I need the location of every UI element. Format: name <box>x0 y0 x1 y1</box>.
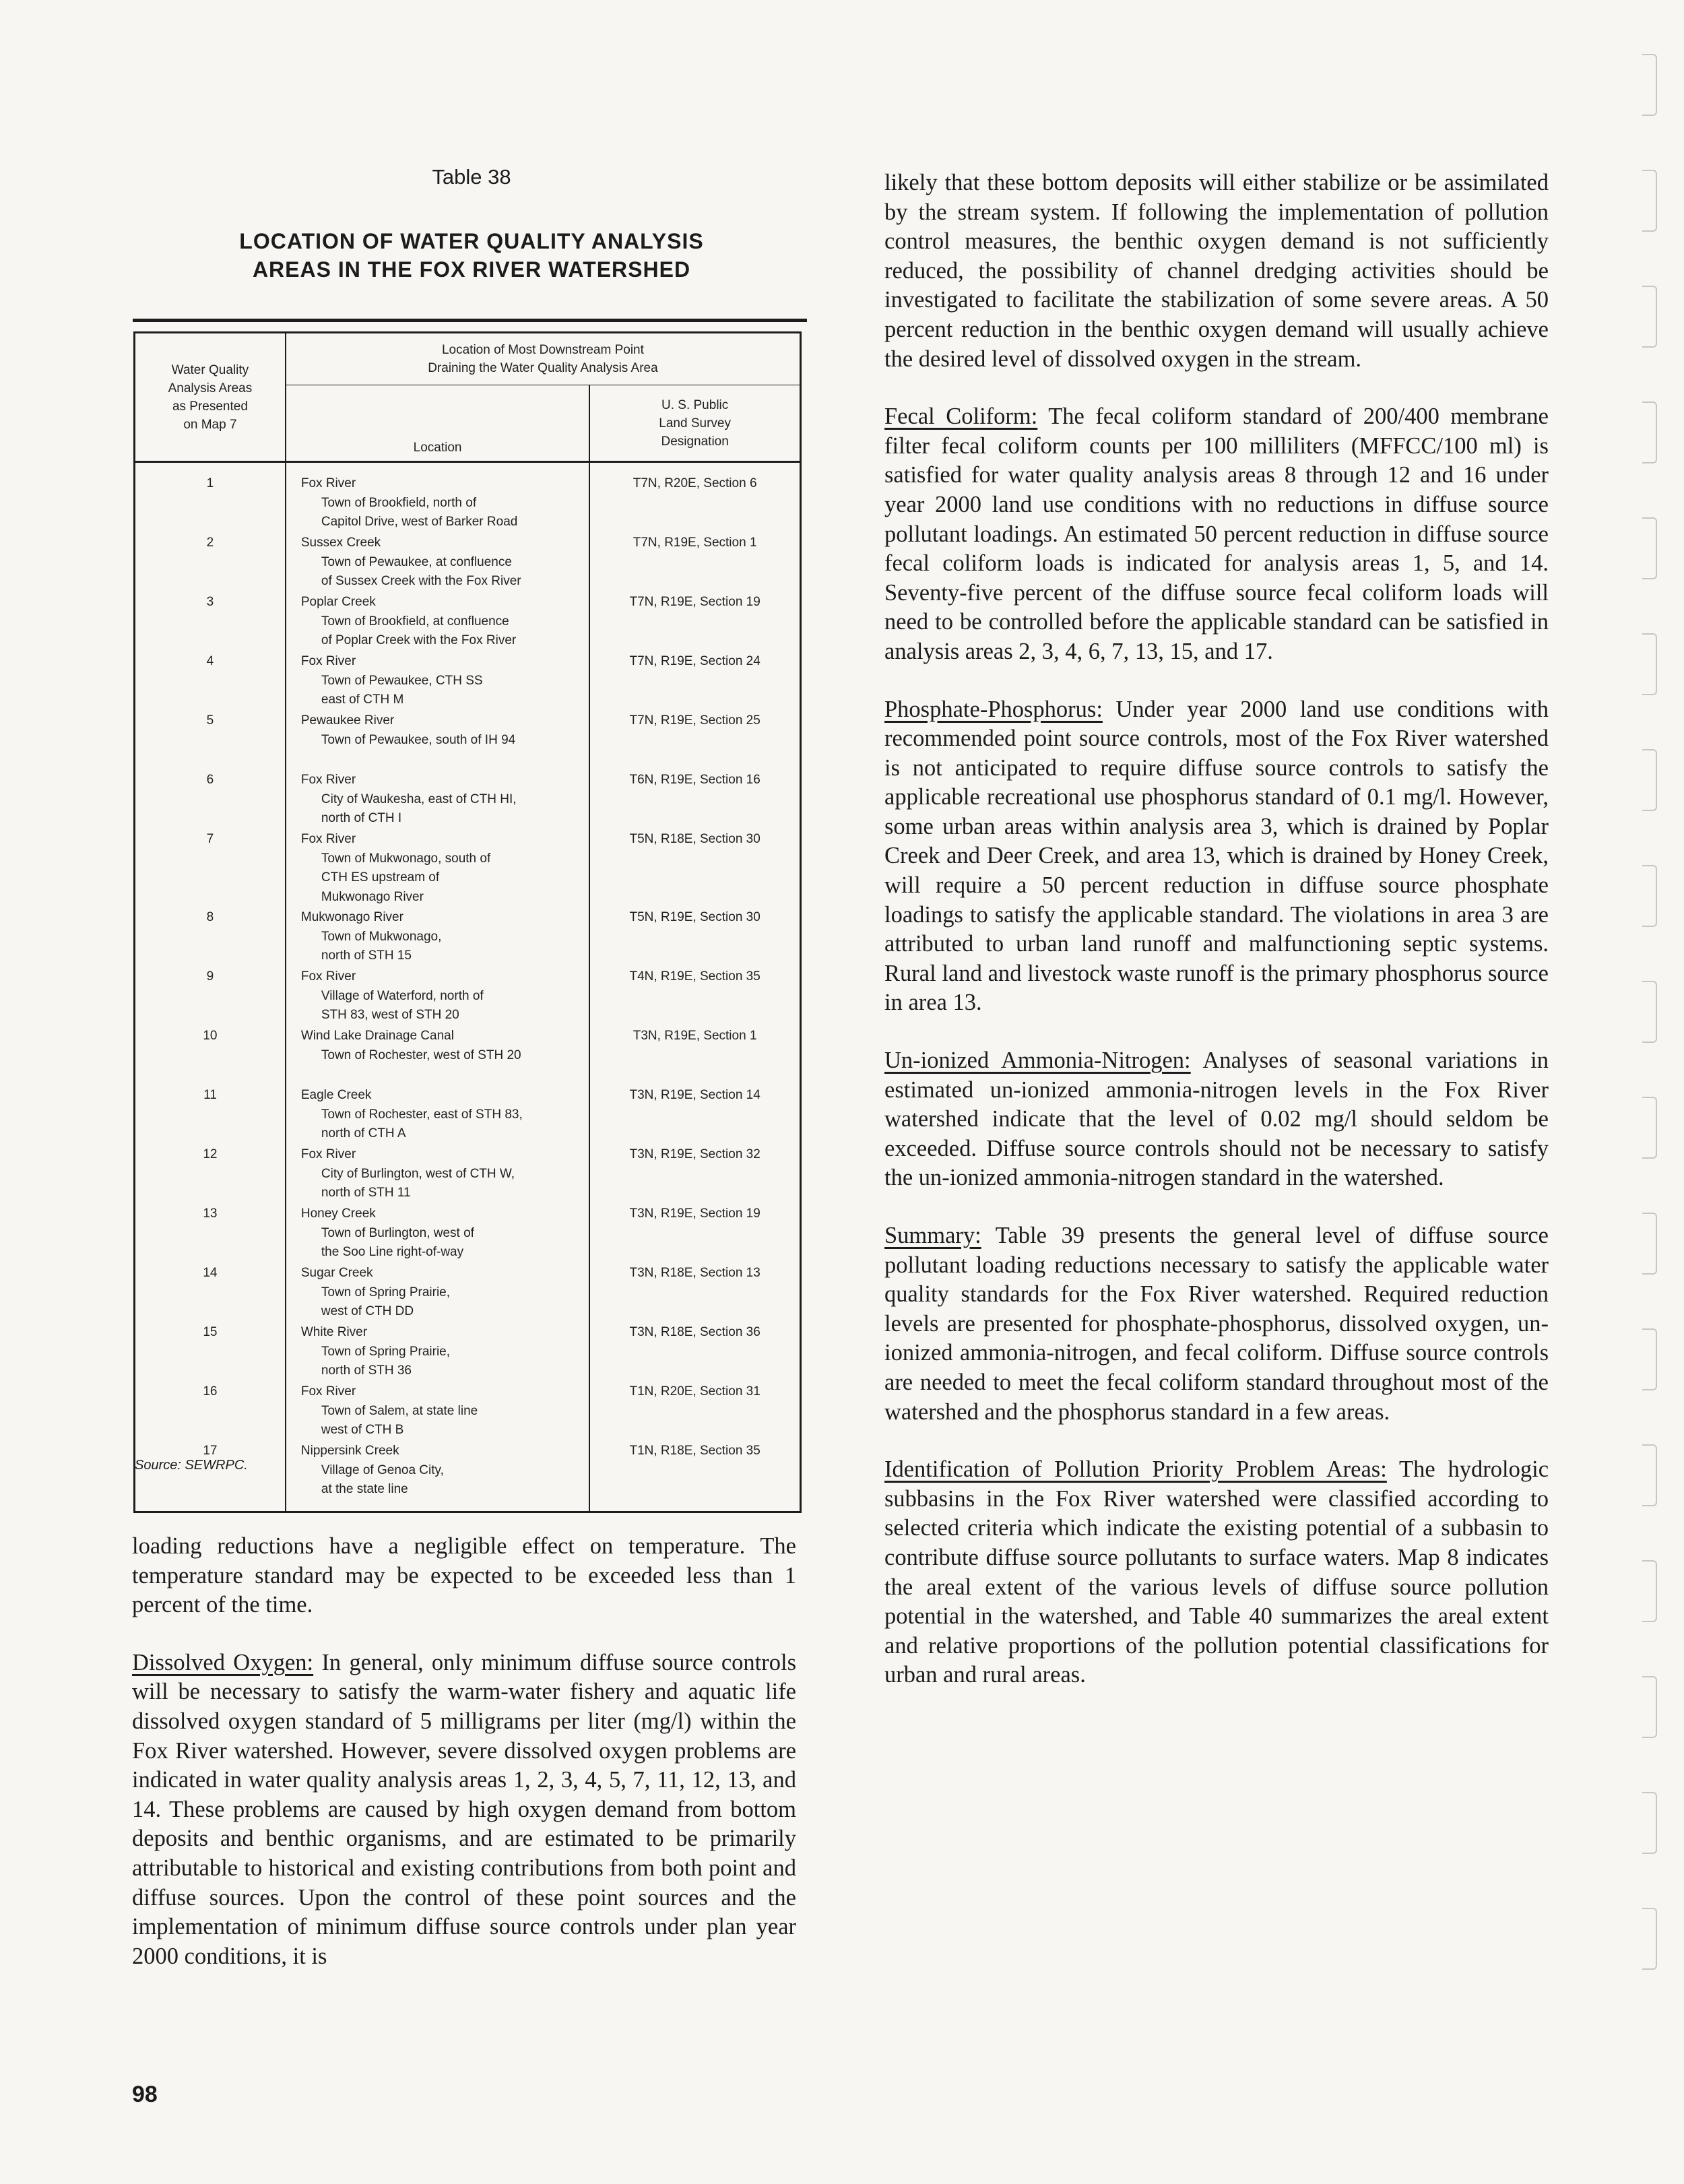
location-name: Fox River <box>300 476 356 490</box>
header-analysis-area: Water Quality Analysis Areas as Presented on Map 7 <box>135 333 286 462</box>
land-survey-designation-cell: T3N, R19E, Section 1 <box>589 1026 800 1085</box>
area-number-cell: 11 <box>135 1085 286 1145</box>
binder-tab <box>1642 170 1657 232</box>
land-survey-designation-cell: T7N, R20E, Section 6 <box>589 474 800 533</box>
header-location: Location <box>286 385 589 462</box>
heading-dissolved-oxygen: Dissolved Oxygen: <box>132 1649 314 1675</box>
binder-tab <box>1642 402 1657 463</box>
location-description: the Soo Line right-of-way <box>321 1245 464 1259</box>
table-caption <box>135 165 808 284</box>
location-description: Town of Brookfield, north of <box>321 495 477 510</box>
paragraph-bottom-deposits: likely that these bottom deposits will either stabilize or be assimilated by the stream system. If following the implementation of pollution control measures, the benthic oxygen demand is not sufficiently reduced, the possibility of channel dredging activities should be investigated to facilitate the stabilization of some severe areas. A 50 percent reduction in the benthic oxygen demand will usually achieve the desired level of dissolved oxygen in the stream. <box>884 170 1549 372</box>
location-description: north of CTH A <box>321 1126 406 1141</box>
table-row <box>135 711 801 770</box>
location-description: north of STH 15 <box>321 949 412 963</box>
location-cell <box>286 1026 589 1085</box>
area-number-cell: 4 <box>135 651 286 711</box>
binder-tab <box>1642 54 1657 116</box>
heading-phosphate-phosphorus: Phosphate-Phosphorus: <box>884 696 1103 722</box>
area-number-cell: 6 <box>135 770 286 829</box>
location-description: STH 83, west of STH 20 <box>321 1008 459 1022</box>
paragraph-ammonia-nitrogen: Un-ionized Ammonia-Nitrogen: Analyses of seasonal variations in estimated un-ionized ammonia-nitrogen levels in the Fox River watershed indicate that the level of 0.02 mg/l should seldom be exceeded. Diffuse source controls should not be necessary to satisfy the un-ionized ammonia-nitrogen standard in the watershed. <box>884 1048 1549 1191</box>
location-name: Fox River <box>300 1147 356 1161</box>
location-name: Sussex Creek <box>300 536 381 550</box>
land-survey-designation-cell: T1N, R20E, Section 31 <box>589 1382 800 1441</box>
paragraph-fecal-coliform: Fecal Coliform: The fecal coliform standard of 200/400 membrane filter fecal coliform counts per 100 milliliters (MFFCC/100 ml) is satisfied for water quality analysis areas 8 through 12 and 16 under year 2000 land use conditions with no reductions in diffuse source pollutant loadings. An estimated 50 percent reduction in diffuse source fecal coliform loads is indicated for analysis areas 1, 5, and 14. Seventy-five percent of the diffuse source fecal coliform loads will need to be controlled before the applicable standard can be satisfied in analysis areas 2, 3, 4, 6, 7, 13, 15, and 17. <box>884 404 1549 664</box>
table-row <box>135 770 801 829</box>
location-description: City of Waukesha, east of CTH HI, <box>321 792 517 806</box>
location-cell <box>286 533 589 592</box>
location-description: north of CTH I <box>321 811 402 825</box>
area-number-cell: 5 <box>135 711 286 770</box>
location-description: CTH ES upstream of <box>321 870 440 885</box>
heading-summary: Summary: <box>884 1223 981 1248</box>
land-survey-designation-cell: T5N, R18E, Section 30 <box>589 829 800 907</box>
location-name: Fox River <box>300 1384 356 1399</box>
location-description: Town of Salem, at state line <box>321 1403 478 1418</box>
table-title-line2: AREAS IN THE FOX RIVER WATERSHED <box>252 257 691 282</box>
binder-tab <box>1642 1097 1657 1159</box>
location-description: Town of Spring Prairie, <box>321 1344 451 1359</box>
binder-tab <box>1642 1676 1657 1738</box>
location-name: Fox River <box>300 832 356 846</box>
location-name: White River <box>300 1325 368 1339</box>
table-row <box>135 967 801 1026</box>
location-cell <box>286 651 589 711</box>
table-title <box>135 227 808 284</box>
area-number-cell: 3 <box>135 592 286 651</box>
location-description: Capitol Drive, west of Barker Road <box>321 515 518 529</box>
location-description: west of CTH B <box>321 1423 404 1437</box>
location-name: Mukwonago River <box>300 910 403 924</box>
location-description: Village of Genoa City, <box>321 1463 444 1477</box>
location-description: north of STH 11 <box>321 1186 411 1200</box>
location-description: Town of Rochester, west of STH 20 <box>321 1048 521 1062</box>
water-quality-areas-table <box>133 331 802 1513</box>
table-row <box>135 1145 801 1204</box>
table-title-line1: LOCATION OF WATER QUALITY ANALYSIS <box>239 229 704 253</box>
land-survey-designation-cell: T3N, R19E, Section 32 <box>589 1145 800 1204</box>
binder-tab <box>1642 1328 1657 1390</box>
area-number-cell: 8 <box>135 907 286 967</box>
land-survey-designation-cell: T3N, R19E, Section 19 <box>589 1204 800 1263</box>
location-name: Fox River <box>300 773 356 787</box>
area-number-cell: 10 <box>135 1026 286 1085</box>
paragraph-phosphate-phosphorus: Phosphate-Phosphorus: Under year 2000 land use conditions with recommended point source controls, most of the Fox River watershed is not anticipated to require diffuse source controls to satisfy the applicable recreational use phosphorus standard of 0.1 mg/l. However, some urban areas within analysis area 3, which is drained by Poplar Creek and Deer Creek, and area 13, which is drained by Honey Creek, will require a 50 percent reduction in diffuse source phosphate loadings to satisfy the applicable standard. The violations in area 3 are attributed to urban land runoff and malfunctioning septic systems. Rural land and livestock waste runoff is the primary phosphorus source in area 13. <box>884 696 1549 1016</box>
location-name: Sugar Creek <box>300 1266 373 1280</box>
paragraph-temperature: loading reductions have a negligible effect on temperature. The temperature standard may be expected to be exceeded less than 1 percent of the time. <box>132 1533 796 1618</box>
table-row <box>135 651 801 711</box>
area-number-cell: 12 <box>135 1145 286 1204</box>
location-description: Mukwonago River <box>321 889 424 904</box>
location-cell <box>286 711 589 770</box>
location-description: Town of Pewaukee, south of IH 94 <box>321 732 516 747</box>
table-row <box>135 1263 801 1322</box>
area-number-cell: 9 <box>135 967 286 1026</box>
area-number-cell: 1 <box>135 474 286 533</box>
left-column <box>132 1532 796 1971</box>
land-survey-designation-cell: T3N, R18E, Section 36 <box>589 1322 800 1382</box>
binder-tab <box>1642 1213 1657 1275</box>
heading-ammonia-nitrogen: Un-ionized Ammonia-Nitrogen: <box>884 1048 1191 1074</box>
paragraph-summary: Summary: Table 39 presents the general level of diffuse source pollutant loading reductions necessary to satisfy the applicable water quality standards for the Fox River watershed. Required reduction levels are presented for phosphate-phosphorus, dissolved oxygen, un-ionized ammonia-nitrogen, and fecal coliform. Diffuse source controls are needed to meet the fecal coliform standard throughout most of the watershed and the phosphorus standard in a few areas. <box>884 1223 1549 1425</box>
location-cell <box>286 1204 589 1263</box>
table-top-rule <box>133 319 807 322</box>
area-number-cell: 7 <box>135 829 286 907</box>
land-survey-designation-cell: T7N, R19E, Section 1 <box>589 533 800 592</box>
location-description: Town of Brookfield, at confluence <box>321 614 509 629</box>
table-row <box>135 1085 801 1145</box>
binder-tab <box>1642 1560 1657 1622</box>
table-row <box>135 533 801 592</box>
location-description: of Sussex Creek with the Fox River <box>321 574 521 588</box>
binder-tab <box>1642 865 1657 927</box>
page-number: 98 <box>132 2082 158 2107</box>
paragraph-dissolved-oxygen: Dissolved Oxygen: In general, only minimum diffuse source controls will be necessary to satisfy the warm-water fishery and aquatic life dissolved oxygen standard of 5 milligrams per liter (mg/l) within the Fox River watershed. However, severe dissolved oxygen problems are indicated in water quality analysis areas 1, 2, 3, 4, 5, 7, 11, 12, 13, and 14. These problems are caused by high oxygen demand from bottom deposits and benthic organisms, and are estimated to be primarily attributable to historical and existing contributions from both point and diffuse sources. Upon the control of these point sources and the implementation of minimum diffuse source controls under plan year 2000 conditions, it is <box>132 1649 796 1969</box>
table-source: Source: SEWRPC. <box>135 1458 248 1473</box>
table-row <box>135 1382 801 1441</box>
location-name: Poplar Creek <box>300 595 376 609</box>
binder-tab <box>1642 633 1657 695</box>
binder-tab <box>1642 1908 1657 1970</box>
location-cell <box>286 592 589 651</box>
location-description: east of CTH M <box>321 693 404 707</box>
location-description: north of STH 36 <box>321 1363 412 1378</box>
area-number-cell: 14 <box>135 1263 286 1322</box>
location-description: Village of Waterford, north of <box>321 988 484 1003</box>
location-cell <box>286 474 589 533</box>
location-description: Town of Spring Prairie, <box>321 1285 451 1299</box>
location-cell <box>286 1085 589 1145</box>
location-cell <box>286 770 589 829</box>
binder-tab <box>1642 1444 1657 1506</box>
land-survey-designation-cell: T5N, R19E, Section 30 <box>589 907 800 967</box>
location-name: Pewaukee River <box>300 713 395 728</box>
location-name: Honey Creek <box>300 1207 376 1221</box>
binder-tab <box>1642 749 1657 811</box>
table-number: Table 38 <box>432 165 511 189</box>
table-row <box>135 1204 801 1263</box>
land-survey-designation-cell: T7N, R19E, Section 24 <box>589 651 800 711</box>
location-description: Town of Pewaukee, at confluence <box>321 554 512 569</box>
area-number-cell: 17 <box>135 1441 286 1500</box>
land-survey-designation-cell: T1N, R18E, Section 35 <box>589 1441 800 1500</box>
paragraph-priority-areas: Identification of Pollution Priority Problem Areas: The hydrologic subbasins in the Fox River watershed were classified according to selected criteria which indicate the existing potential of a subbasin to contribute diffuse source pollutants to surface waters. Map 8 indicates the areal extent of the various levels of diffuse source pollution potential in the watershed, and Table 40 summarizes the areal extent and relative proportions of the pollution potential classifications for urban and rural areas. <box>884 1456 1549 1688</box>
land-survey-designation-cell: T3N, R18E, Section 13 <box>589 1263 800 1322</box>
location-description: City of Burlington, west of CTH W, <box>321 1166 515 1181</box>
area-number-cell: 13 <box>135 1204 286 1263</box>
land-survey-designation-cell: T6N, R19E, Section 16 <box>589 770 800 829</box>
location-description: Town of Mukwonago, <box>321 929 442 944</box>
area-number-cell: 2 <box>135 533 286 592</box>
binder-tab <box>1642 517 1657 579</box>
header-designation: U. S. Public Land Survey Designation <box>589 385 800 462</box>
land-survey-designation-cell: T7N, R19E, Section 25 <box>589 711 800 770</box>
location-cell <box>286 907 589 967</box>
location-description: west of CTH DD <box>321 1304 414 1318</box>
location-cell <box>286 1145 589 1204</box>
location-name: Nippersink Creek <box>300 1444 399 1458</box>
binder-tab <box>1642 1792 1657 1854</box>
table-row <box>135 474 801 533</box>
heading-fecal-coliform: Fecal Coliform: <box>884 404 1038 430</box>
location-name: Wind Lake Drainage Canal <box>300 1029 454 1043</box>
binder-tab <box>1642 286 1657 348</box>
location-description: Town of Rochester, east of STH 83, <box>321 1107 523 1122</box>
location-name: Fox River <box>300 969 356 984</box>
location-cell <box>286 967 589 1026</box>
location-name: Eagle Creek <box>300 1088 372 1102</box>
land-survey-designation-cell: T3N, R19E, Section 14 <box>589 1085 800 1145</box>
location-name: Fox River <box>300 654 356 668</box>
heading-priority-areas: Identification of Pollution Priority Problem Areas: <box>884 1456 1387 1483</box>
location-cell <box>286 1263 589 1322</box>
location-cell <box>286 829 589 907</box>
area-number-cell: 16 <box>135 1382 286 1441</box>
location-description: Town of Mukwonago, south of <box>321 851 491 866</box>
location-description: of Poplar Creek with the Fox River <box>321 633 517 647</box>
location-description: Town of Burlington, west of <box>321 1225 474 1240</box>
table-row <box>135 1322 801 1382</box>
header-location-group: Location of Most Downstream Point Draining the Water Quality Analysis Area <box>286 333 801 385</box>
land-survey-designation-cell: T4N, R19E, Section 35 <box>589 967 800 1026</box>
location-cell <box>286 1322 589 1382</box>
area-number-cell: 15 <box>135 1322 286 1382</box>
location-cell <box>286 1382 589 1441</box>
table-row <box>135 592 801 651</box>
location-description: Town of Pewaukee, CTH SS <box>321 673 483 688</box>
table-row <box>135 1026 801 1085</box>
binder-tab <box>1642 981 1657 1043</box>
location-cell <box>286 1441 589 1500</box>
land-survey-designation-cell: T7N, R19E, Section 19 <box>589 592 800 651</box>
right-column <box>884 168 1549 1690</box>
table-row <box>135 907 801 967</box>
table-body <box>135 462 801 1512</box>
location-description: at the state line <box>321 1482 408 1496</box>
table-row <box>135 829 801 907</box>
